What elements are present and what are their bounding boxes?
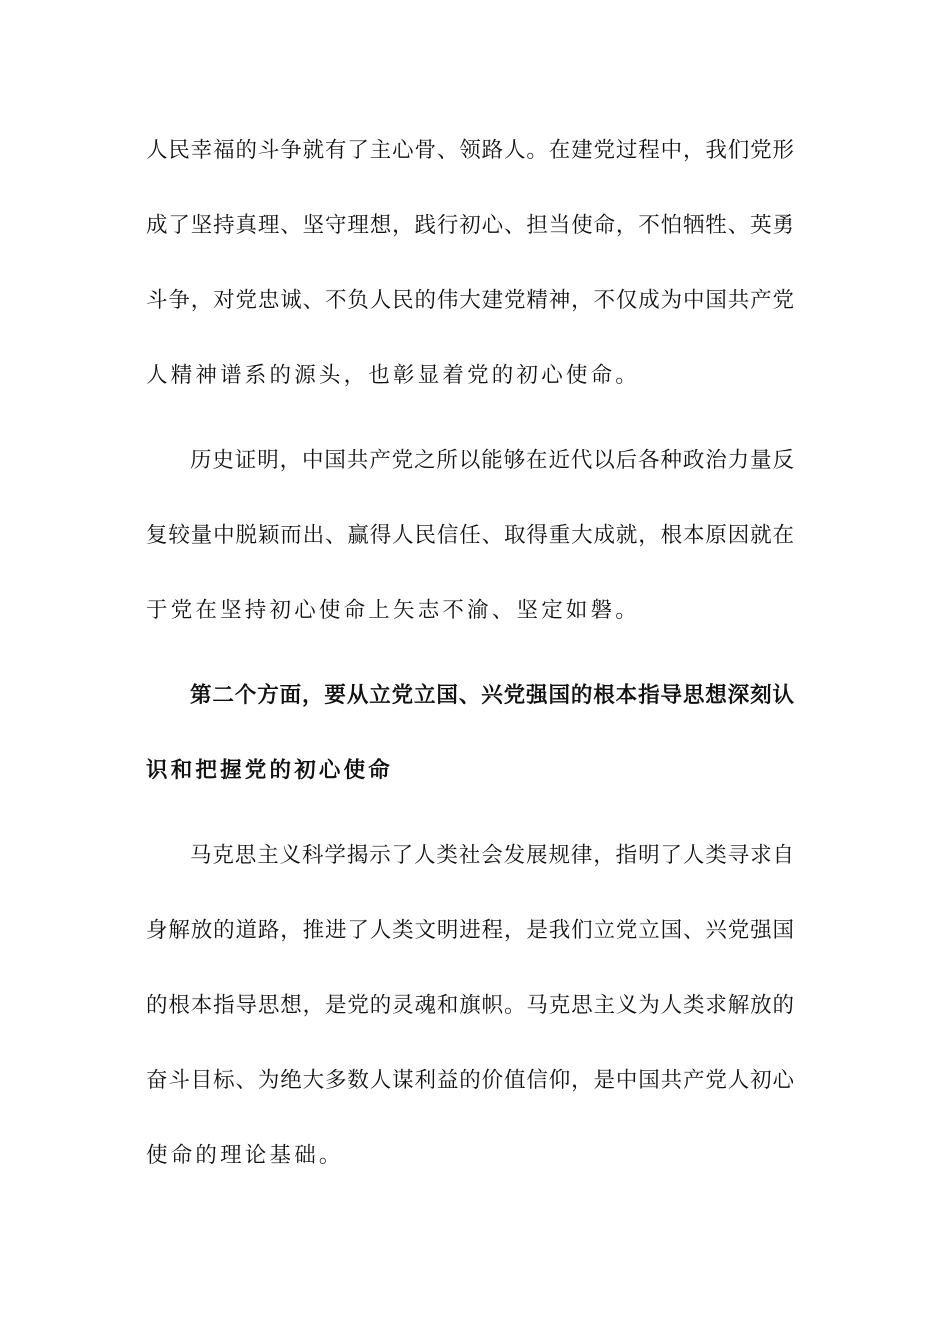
paragraph-2-line-2: 复较量中脱颖而出、赢得人民信任、取得重大成就，根本原因就在 (146, 523, 794, 548)
paragraph-4-line-1: 马克思主义科学揭示了人类社会发展规律，指明了人类寻求自 (190, 843, 794, 868)
paragraph-2-line-1: 历史证明，中国共产党之所以能够在近代以后各种政治力量反 (190, 448, 794, 473)
paragraph-4-line-3: 的根本指导思想，是党的灵魂和旗帜。马克思主义为人类求解放的 (146, 993, 794, 1018)
paragraph-2-line-3: 于党在坚持初心使命上矢志不渝、坚定如磐。 (146, 598, 641, 623)
paragraph-4-line-5: 使命的理论基础。 (146, 1143, 344, 1168)
paragraph-1-line-3: 斗争，对党忠诚、不负人民的伟大建党精神，不仅成为中国共产党 (146, 288, 794, 313)
paragraph-1-line-2: 成了坚持真理、坚守理想，践行初心、担当使命，不怕牺牲、英勇 (146, 213, 794, 238)
paragraph-1-line-1: 人民幸福的斗争就有了主心骨、领路人。在建党过程中，我们党形 (146, 138, 794, 163)
paragraph-4-line-4: 奋斗目标、为绝大多数人谋利益的价值信仰，是中国共产党人初心 (146, 1068, 794, 1093)
paragraph-1-line-4: 人精神谱系的源头，也彰显着党的初心使命。 (146, 363, 641, 388)
paragraph-4-line-2: 身解放的道路，推进了人类文明进程，是我们立党立国、兴党强国 (146, 918, 794, 943)
section-heading-line-1: 第二个方面，要从立党立国、兴党强国的根本指导思想深刻认 (190, 683, 794, 708)
section-heading-line-2: 识和把握党的初心使命 (146, 758, 394, 783)
